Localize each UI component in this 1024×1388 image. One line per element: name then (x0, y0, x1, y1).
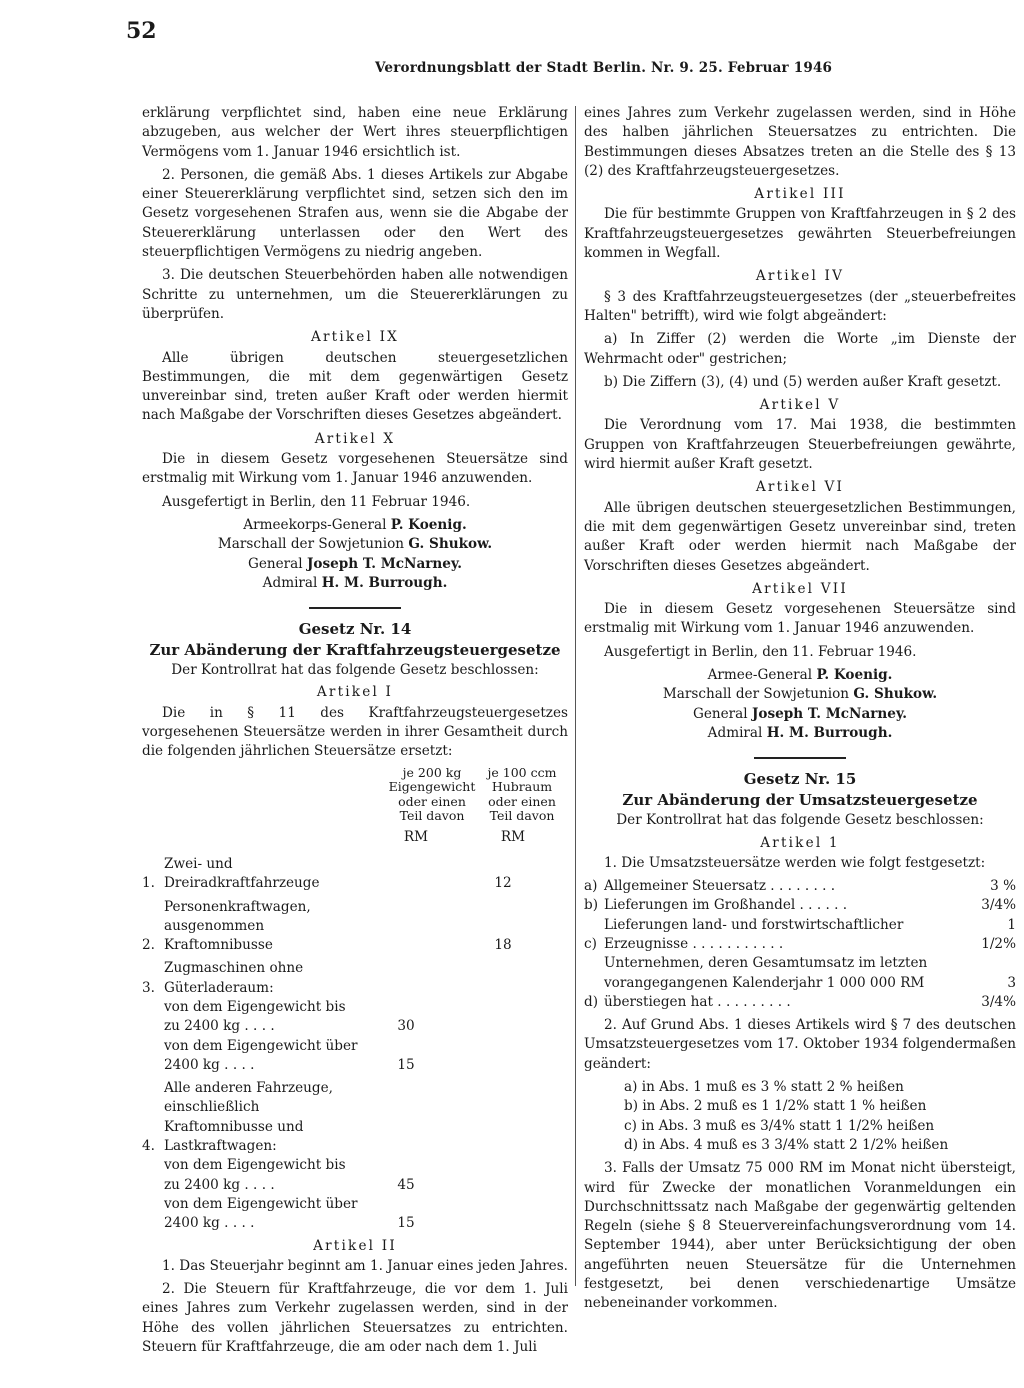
signature: Admiral H. M. Burrough. (262, 574, 448, 591)
article-heading: Artikel V (759, 397, 841, 414)
paragraph: § 3 des Kraftfahrzeugsteuergesetzes (der „steuerbefreites Halten" betrifft), wird wie folgt abgeändert: (584, 288, 1016, 324)
column-divider (575, 106, 576, 1286)
right-column (584, 104, 1016, 1318)
law-intro: Der Kontrollrat hat das folgende Gesetz beschlossen: (616, 812, 984, 829)
change-item: b) in Abs. 2 muß es 1 1/2% statt 1 % heißen (624, 1098, 927, 1115)
row-value: 18 (494, 937, 512, 954)
law-intro: Der Kontrollrat hat das folgende Gesetz beschlossen: (171, 662, 539, 679)
article-heading: Artikel X (314, 430, 396, 447)
change-item: c) in Abs. 3 muß es 3/4% statt 1 1/2% heißen (624, 1117, 935, 1134)
signature: Marschall der Sowjetunion G. Shukow. (217, 536, 493, 553)
row-value: 15 (397, 1215, 415, 1232)
rate-key: b) (584, 897, 599, 914)
signature: Armeekorps-General P. Koenig. (243, 516, 467, 533)
page-header: Verordnungsblatt der Stadt Berlin. Nr. 9. 25. Februar 1946 (375, 60, 833, 76)
table-header (142, 766, 568, 824)
paragraph: Die in diesem Gesetz vorgesehenen Steuersätze sind erstmalig mit Wirkung vom 1. Januar 1946 anzuwenden. (584, 601, 1016, 637)
row-number: 3. (142, 979, 155, 996)
section-rule (754, 757, 846, 759)
row-value: 45 (397, 1176, 415, 1193)
law-title: Gesetz Nr. 14 (298, 620, 412, 639)
rate-value: 3 3/4% (981, 974, 1016, 1010)
unit-label: RM (500, 828, 526, 845)
unit-row (142, 828, 568, 847)
article-heading: Artikel 1 (760, 834, 840, 851)
paragraph: 2. Auf Grund Abs. 1 dieses Artikels wird § 7 des deutschen Umsatzsteuergesetzes vom 17. Oktober 1934 folgendermaßen geändert: (584, 1017, 1016, 1072)
table-row (142, 959, 568, 998)
table-row (142, 898, 568, 956)
law-subtitle: Zur Abänderung der Umsatzsteuergesetze (622, 791, 978, 810)
paragraph: a) In Ziffer (2) werden die Worte „im Dienste der Wehrmacht oder" gestrichen; (584, 331, 1016, 367)
paragraph: Alle übrigen deutschen steuergesetzlichen Bestimmungen, die mit dem gegenwärtigen Gesetz unvereinbar sind, treten außer Kraft oder werden hiermit nach Maßgabe der Vorschriften dieses Gesetzes abgeändert. (142, 349, 568, 424)
section-rule (309, 607, 401, 609)
row-number: 1. (142, 875, 155, 892)
law-title: Gesetz Nr. 15 (743, 770, 857, 789)
rate-label: Unternehmen, deren Gesamtumsatz im letzten vorangegangenen Kalenderjahr 1 000 000 RM überstiegen hat . . . . . . . . . (604, 955, 928, 1010)
row-value: 12 (494, 875, 512, 892)
column-header: je 200 kg Eigengewicht oder einen Teil davon (388, 764, 476, 824)
row-label: Alle anderen Fahrzeuge, einschließlich Kraftomnibusse und Lastkraftwagen: (164, 1080, 333, 1155)
rate-value: 3/4% (981, 897, 1016, 914)
paragraph: 1. Die Umsatzsteuersätze werden wie folgt festgesetzt: (604, 854, 986, 871)
rate-key: c) (584, 935, 597, 952)
article-heading: Artikel IX (310, 329, 400, 346)
rate-row (584, 896, 1016, 915)
paragraph: eines Jahres zum Verkehr zugelassen werden, sind in Höhe des halben jährlichen Steuersatzes zu entrichten. Die Bestimmungen dieses Absatzes treten an die Stelle des § 13 (2) des Kraftfahrzeugsteuergesetzes. (584, 105, 1016, 179)
row-value: 30 (397, 1018, 415, 1035)
change-item: a) in Abs. 1 muß es 3 % statt 2 % heißen (624, 1079, 904, 1096)
paragraph: Die für bestimmte Gruppen von Kraftfahrzeugen in § 2 des Kraftfahrzeugsteuergesetzes gewährten Steuerbefreiungen kommen in Wegfall. (584, 206, 1016, 262)
article-heading: Artikel IV (755, 268, 845, 285)
rate-label: Lieferungen land- und forstwirtschaftlicher Erzeugnisse . . . . . . . . . . . (604, 916, 904, 952)
rate-label: Lieferungen im Großhandel . . . . . . (604, 897, 848, 914)
article-heading: Artikel III (754, 186, 846, 203)
paragraph: 1. Das Steuerjahr beginnt am 1. Januar eines jeden Jahres. (162, 1257, 569, 1274)
signature: Armee-General P. Koenig. (707, 667, 893, 684)
column-header: je 100 ccm Hubraum oder einen Teil davon (487, 764, 557, 824)
rate-row (584, 954, 1016, 1012)
paragraph: 3. Die deutschen Steuerbehörden haben alle notwendigen Schritte zu unternehmen, um die Steuererklärungen zu überprüfen. (142, 267, 568, 322)
row-number: 2. (142, 937, 155, 954)
law-subtitle: Zur Abänderung der Kraftfahrzeugsteuergesetze (149, 641, 561, 660)
row-label: von dem Eigengewicht über 2400 kg . . . . (164, 1195, 358, 1232)
paragraph: Die in diesem Gesetz vorgesehenen Steuersätze sind erstmalig mit Wirkung vom 1. Januar 1946 anzuwenden. (142, 451, 568, 487)
rate-row (584, 916, 1016, 955)
table-row (142, 1156, 568, 1195)
paragraph: 2. Personen, die gemäß Abs. 1 dieses Artikels zur Abgabe einer Steuererklärung verpflichtet sind, setzen sich den im Gesetz vorgesehenen Strafen aus, wenn sie die Abgabe der Steuererklärung unterlassen oder den Wert des steuerpflichtigen Vermögens zu niedrig angeben. (142, 166, 568, 261)
unit-label: RM (403, 828, 429, 845)
signature: Marschall der Sowjetunion G. Shukow. (662, 686, 938, 703)
rate-key: d) (584, 993, 599, 1010)
signing-date: Ausgefertigt in Berlin, den 11 Februar 1946. (162, 493, 471, 510)
signature: General Joseph T. McNarney. (692, 705, 908, 722)
paragraph: b) Die Ziffern (3), (4) und (5) werden außer Kraft gesetzt. (604, 373, 1002, 390)
paragraph: 3. Falls der Umsatz 75 000 RM im Monat nicht übersteigt, wird für Zwecke der monatlichen Voranmeldungen ein Durchschnittssatz nach Maßgabe der gegenwärtig geltenden Regeln (siehe § 8 Steuervereinfachungsverordnung vom 14. September 1944), aber unter Berücksichtigung der oben angeführten neuen Steuersätze für die Unternehmen festgesetzt, bei denen verschiedenartige Umsätze nebeneinander vorkommen. (584, 1160, 1016, 1312)
row-label: von dem Eigengewicht bis zu 2400 kg . . . . (164, 998, 346, 1035)
row-value: 15 (397, 1056, 415, 1073)
left-column (142, 104, 568, 1361)
table-row (142, 1037, 568, 1076)
article-heading: Artikel VI (755, 479, 845, 496)
signature: Admiral H. M. Burrough. (707, 724, 893, 741)
row-label: Zugmaschinen ohne Güterladeraum: (164, 960, 304, 996)
table-row (142, 1195, 568, 1234)
paragraph: erklärung verpflichtet sind, haben eine neue Erklärung abzugeben, aus welcher der Wert ihres steuerpflichtigen Vermögens vom 1. Januar 1946 ersichtlich ist. (142, 105, 568, 160)
row-label: Zwei- und Dreiradkraftfahrzeuge (164, 855, 320, 892)
article-heading: Artikel II (313, 1237, 397, 1254)
paragraph: Die in § 11 des Kraftfahrzeugsteuergesetzes vorgesehenen Steuersätze werden in ihrer Gesamtheit durch die folgenden jährlichen Steuersätze ersetzt: (142, 704, 568, 760)
change-item: d) in Abs. 4 muß es 3 3/4% statt 2 1/2% heißen (624, 1136, 949, 1153)
signature: General Joseph T. McNarney. (247, 555, 463, 572)
row-label: von dem Eigengewicht über 2400 kg . . . . (164, 1037, 358, 1073)
page-number: 52 (126, 18, 157, 44)
rate-value: 1 1/2% (981, 916, 1016, 952)
signing-date: Ausgefertigt in Berlin, den 11. Februar 1946. (604, 643, 917, 660)
paragraph: 2. Die Steuern für Kraftfahrzeuge, die vor dem 1. Juli eines Jahres zum Verkehr zugelassen werden, sind in der Höhe des vollen jährlichen Steuersatzes zu entrichten. Steuern für Kraftfahrzeuge, die am oder nach dem 1. Juli (142, 1281, 568, 1356)
article-heading: Artikel I (316, 684, 394, 701)
rate-key: a) (584, 878, 598, 895)
paragraph: Alle übrigen deutschen steuergesetzlichen Bestimmungen, die mit dem gegenwärtigen Gesetz unvereinbar sind, treten außer Kraft oder werden hiermit nach Maßgabe der Vorschriften dieses Gesetzes abgeändert. (584, 499, 1016, 574)
row-number: 4. (142, 1138, 155, 1155)
row-label: Personenkraftwagen, ausgenommen Kraftomnibusse (164, 898, 311, 954)
row-label: von dem Eigengewicht bis zu 2400 kg . . . . (164, 1157, 346, 1193)
paragraph: Die Verordnung vom 17. Mai 1938, die bestimmten Gruppen von Kraftfahrzeugen Steuerbefreiungen gewährte, wird hiermit außer Kraft gesetzt. (584, 417, 1016, 473)
table-row (142, 1079, 568, 1156)
table-row (142, 998, 568, 1037)
rate-label: Allgemeiner Steuersatz . . . . . . . . (604, 878, 836, 895)
article-heading: Artikel VII (752, 580, 848, 597)
rate-row (584, 877, 1016, 896)
rate-value: 3 % (990, 878, 1016, 895)
table-row (142, 855, 568, 894)
